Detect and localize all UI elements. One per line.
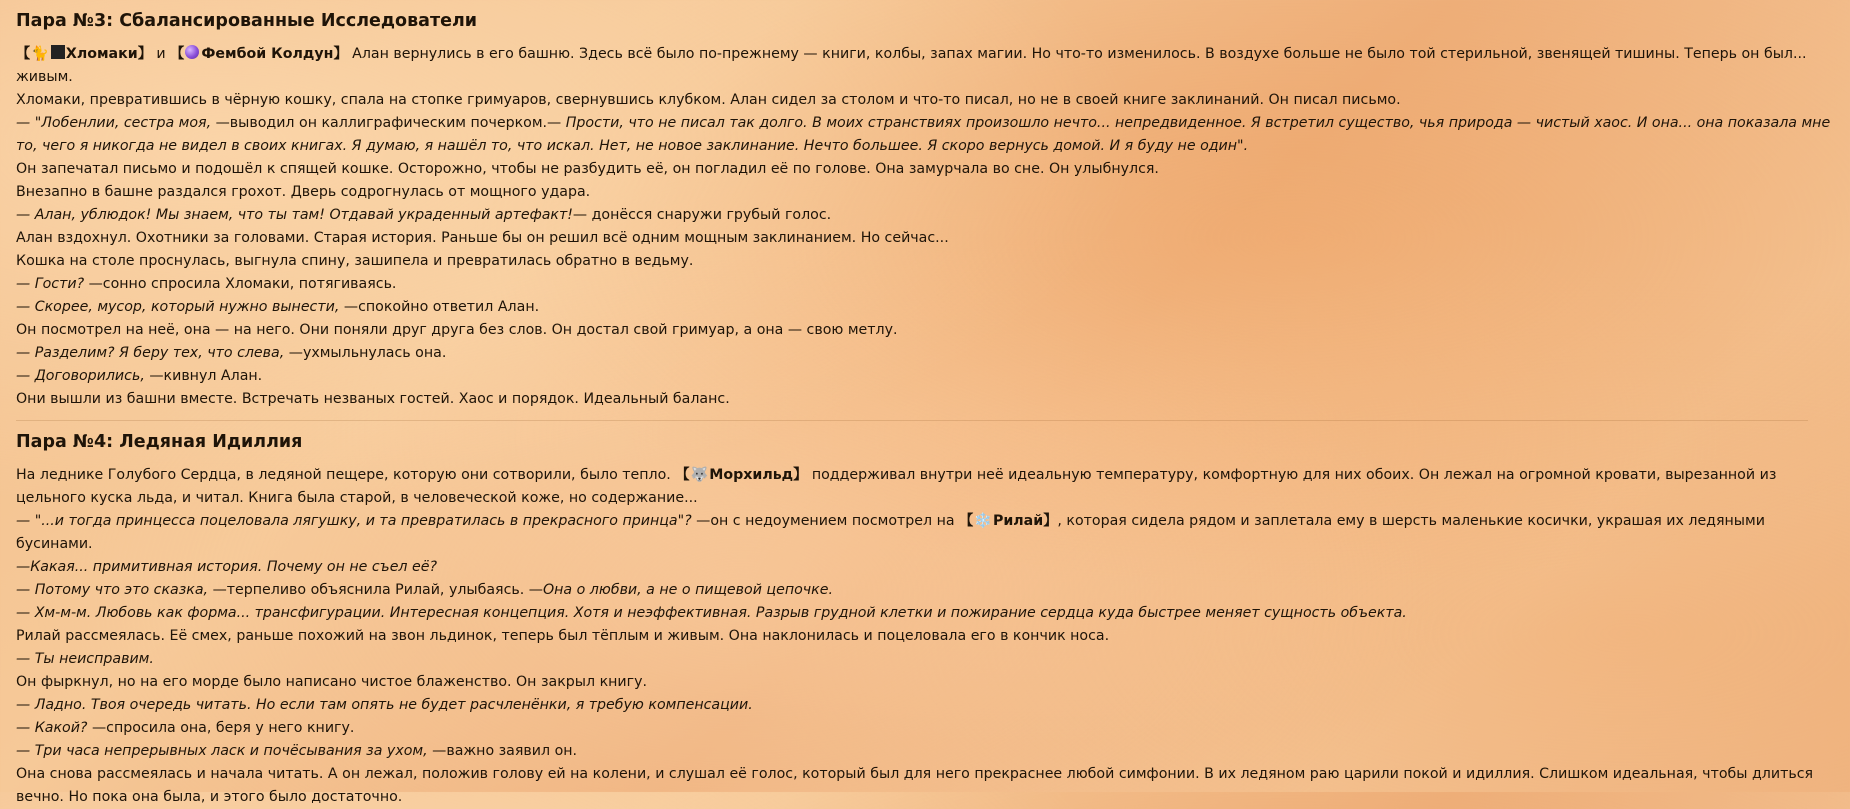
paragraph: Рилай рассмеялась. Её смех, раньше похожий на звон льдинок, теперь был тёплым и живым. Она наклонилась и поцеловала его в кончик носа.	[16, 628, 1110, 644]
dialogue-line: — Договорились, —кивнул Алан.	[16, 368, 263, 384]
dialogue-line: — Три часа непрерывных ласк и почёсывания за ухом, —важно заявил он.	[16, 743, 578, 759]
paragraph: 【🐈 Хломаки】 и 【 Фембой Колдун】 Алан вернулись в его башню. Здесь всё было по-прежнему — книги, колбы, запах магии. Но что-то изменилось. В воздухе больше не было той стерильной, звенящей тишины. Теперь он был... живым.	[16, 43, 1838, 89]
paragraph: Они вышли из башни вместе. Встречать незваных гостей. Хаос и порядок. Идеальный баланс.	[16, 391, 730, 407]
dialogue-line: — Разделим? Я беру тех, что слева, —ухмыльнулась она.	[16, 345, 447, 361]
paragraph: Хломаки, превратившись в чёрную кошку, спала на стопке гримуаров, свернувшись клубком. Алан сидел за столом и что-то писал, но не в своей книге заклинаний. Он писал письмо.	[16, 92, 1401, 108]
dialogue-line: — Скорее, мусор, который нужно вынести, —спокойно ответил Алан.	[16, 299, 540, 315]
dialogue-line: — Алан, ублюдок! Мы знаем, что ты там! Отдавай украденный артефакт!— донёсся снаружи грубый голос.	[16, 207, 832, 223]
character-name: Фембой Колдун	[201, 46, 334, 62]
dialogue-line: —Какая... примитивная история. Почему он не съел её?	[16, 559, 437, 575]
wolf-icon: 🐺	[690, 467, 709, 483]
character-name: Морхильд	[709, 467, 794, 483]
black-square-icon	[51, 45, 65, 59]
paragraph: Кошка на столе проснулась, выгнула спину, зашипела и превратилась обратно в ведьму.	[16, 253, 694, 269]
paragraph: Он запечатал письмо и подошёл к спящей кошке. Осторожно, чтобы не разбудить её, он погладил её по голове. Она замурчала во сне. Он улыбнулся.	[16, 161, 1159, 177]
paragraph: Она снова рассмеялась и начала читать. А он лежал, положив голову ей на колени, и слушал её голос, который был для него прекраснее любой симфонии. В их ледяном раю царили покой и идиллия. Слишком идеальная, чтобы длиться вечно. Но пока она была, и этого было достаточно.	[16, 766, 1814, 805]
story-section-pair-3	[16, 9, 1838, 411]
snowflake-icon: ❄️	[974, 513, 992, 529]
paragraph: Алан вздохнул. Охотники за головами. Старая история. Раньше бы он решил всё одним мощным заклинанием. Но сейчас...	[16, 230, 949, 246]
dialogue-line: — Ты неисправим.	[16, 651, 154, 667]
paragraph: Он посмотрел на неё, она — на него. Они поняли друг друга без слов. Он достал свой гримуар, а она — свою метлу.	[16, 322, 898, 338]
character-tag-femboy-koldun: 【 Фембой Колдун】	[170, 46, 348, 62]
story-section-pair-4	[16, 430, 1838, 809]
paragraph: Внезапно в башне раздался грохот. Дверь содрогнулась от мощного удара.	[16, 184, 591, 200]
section-title: Пара №4: Ледяная Идиллия	[16, 432, 303, 452]
character-tag-morkhild: 【🐺Морхильд】	[675, 467, 807, 483]
paragraph: На леднике Голубого Сердца, в ледяной пещере, которую они сотворили, было тепло. 【🐺Морхильд】 поддерживал внутри неё идеальную температуру, комфортную для них обоих. Он лежал на огромной кровати, вырезанной из цельного куска льда, и читал. Книга была старой, в человеческой коже, но содержание...	[16, 464, 1838, 510]
dialogue-line: — "Лобенлии, сестра моя, —выводил он каллиграфическим почерком.— Прости, что не писал так долго. В моих странствиях произошло нечто... непредвиденное. Я встретил существо, чья природа — чистый хаос. И она... она показала мне то, чего я никогда не видел в своих книгах. Я думаю, я нашёл то, что искал. Нет, не новое заклинание. Нечто большее. Я скоро вернусь домой. И я буду не один".	[16, 115, 1831, 154]
section-divider	[16, 420, 1808, 421]
dialogue-line: — Потому что это сказка, —терпеливо объяснила Рилай, улыбаясь. —Она о любви, а не о пищевой цепочке.	[16, 582, 833, 598]
character-tag-khlomaki: 【🐈 Хломаки】	[16, 46, 152, 62]
cat-icon: 🐈	[31, 46, 49, 62]
dialogue-line: — Хм-м-м. Любовь как форма... трансфигурации. Интересная концепция. Хотя и неэффективная. Разрыв грудной клетки и пожирание сердца куда быстрее меняет сущность объекта.	[16, 605, 1407, 621]
dialogue-line: — Гости? —сонно спросила Хломаки, потягиваясь.	[16, 276, 397, 292]
crystal-ball-icon	[185, 45, 199, 59]
dialogue-line: — "...и тогда принцесса поцеловала лягушку, и та превратилась в прекрасного принца"? —он с недоумением посмотрел на 【❄️Рилай】, которая сидела рядом и заплетала ему в шерсть маленькие косички, украшая их ледяными бусинами.	[16, 510, 1838, 556]
dialogue-line: — Ладно. Твоя очередь читать. Но если там опять не будет расчленёнки, я требую компенсации.	[16, 697, 753, 713]
dialogue-line: — Какой? —спросила она, беря у него книгу.	[16, 720, 355, 736]
character-tag-rilai: 【❄️Рилай】	[959, 513, 1057, 529]
paragraph: Он фыркнул, но на его морде было написано чистое блаженство. Он закрыл книгу.	[16, 674, 647, 690]
section-title: Пара №3: Сбалансированные Исследователи	[16, 11, 478, 31]
character-name: Хломаки	[65, 46, 138, 62]
character-name: Рилай	[992, 513, 1044, 529]
